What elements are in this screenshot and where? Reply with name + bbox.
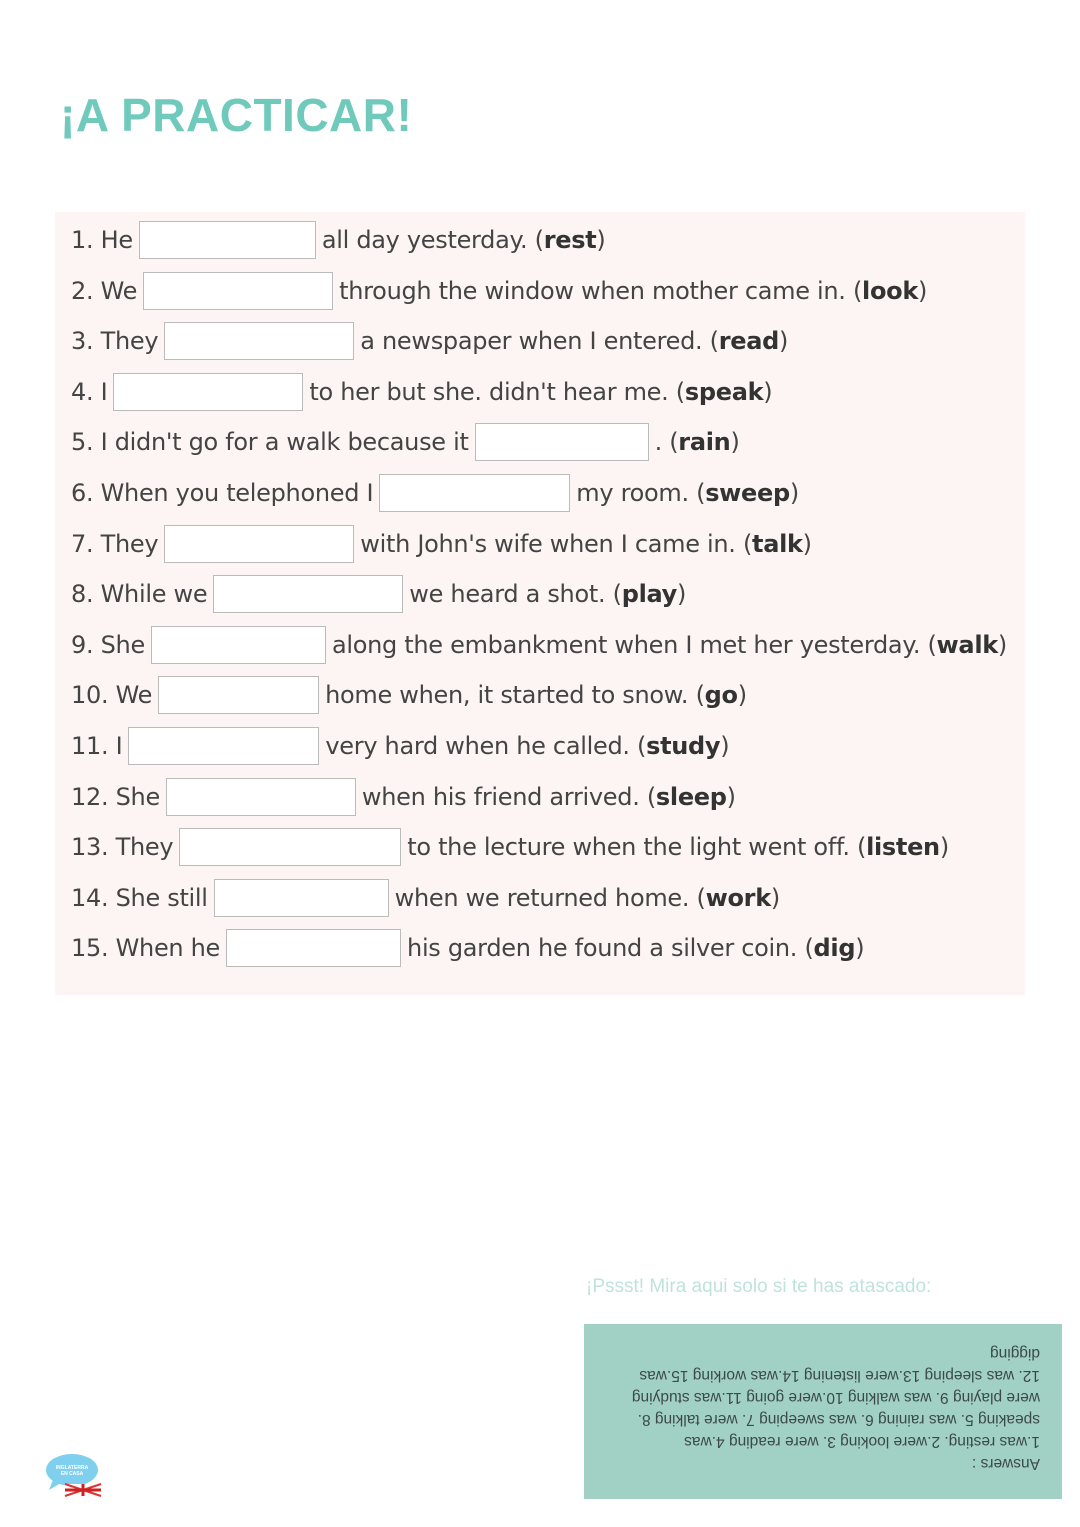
- verb-hint: go: [704, 681, 738, 710]
- answer-input[interactable]: [226, 929, 401, 967]
- exercise-row: [71, 724, 729, 768]
- verb-hint: look: [862, 276, 918, 305]
- exercise-row: [71, 926, 864, 970]
- sentence-end: to her but she. didn't hear me. (: [309, 377, 685, 406]
- answers-label: Answers :: [971, 1455, 1040, 1472]
- answer-input[interactable]: [164, 525, 354, 563]
- answer-input[interactable]: [179, 828, 401, 866]
- answer-input[interactable]: [379, 474, 570, 512]
- sentence-start: 9. She: [71, 630, 145, 659]
- closing-paren: ): [596, 226, 606, 254]
- exercise-row: [71, 775, 736, 819]
- closing-paren: ): [737, 681, 747, 710]
- exercise-row: [71, 876, 780, 920]
- verb-hint: dig: [813, 934, 856, 963]
- exercise-row: [71, 522, 812, 566]
- sentence-end: very hard when he called. (: [325, 732, 647, 760]
- exercise-row: [71, 623, 1007, 667]
- exercise-row: [71, 269, 927, 313]
- verb-hint: study: [646, 732, 721, 760]
- closing-paren: ): [918, 276, 928, 305]
- closing-paren: ): [730, 428, 740, 457]
- exercise-row: [71, 471, 799, 515]
- sentence-end: along the embankment when I met her yesterday. (: [331, 630, 937, 659]
- answer-input[interactable]: [139, 221, 316, 259]
- answer-input[interactable]: [164, 322, 354, 360]
- sentence-start: 7. They: [71, 529, 159, 558]
- verb-hint: listen: [866, 833, 940, 862]
- answer-input[interactable]: [151, 626, 326, 664]
- verb-hint: rest: [543, 226, 597, 254]
- verb-hint: work: [705, 883, 771, 912]
- verb-hint: read: [718, 327, 780, 356]
- verb-hint: play: [621, 580, 677, 609]
- sentence-start: 10. We: [71, 681, 153, 710]
- closing-paren: ): [779, 327, 789, 356]
- closing-paren: ): [997, 630, 1007, 659]
- exercise-row: [71, 370, 772, 414]
- sentence-end: a newspaper when I entered. (: [360, 327, 719, 356]
- inglaterra-en-casa-logo: [45, 1450, 103, 1498]
- sentence-start: 4. I: [71, 377, 108, 406]
- exercise-row: [71, 572, 686, 616]
- answers-line: digging: [990, 1345, 1040, 1362]
- closing-paren: ): [802, 529, 812, 558]
- svg-text:EN CASA: EN CASA: [60, 1471, 84, 1477]
- answer-input[interactable]: [143, 272, 333, 310]
- sentence-end: all day yesterday. (: [321, 226, 544, 254]
- verb-hint: talk: [752, 529, 803, 558]
- answers-line: 12. was sleeping 13.were listening 14.was working 15.was: [639, 1367, 1040, 1384]
- closing-paren: ): [789, 479, 799, 507]
- sentence-start: 15. When he: [71, 934, 221, 963]
- sentence-end: my room. (: [576, 479, 706, 507]
- answer-input[interactable]: [128, 727, 319, 765]
- answers-upside-down: [608, 1342, 1040, 1474]
- sentence-start: 12. She: [71, 782, 160, 811]
- sentence-start: 6. When you telephoned I: [71, 479, 374, 507]
- verb-hint: sweep: [705, 479, 790, 507]
- sentence-end: when his friend arrived. (: [361, 782, 656, 811]
- sentence-end: home when, it started to snow. (: [325, 681, 705, 710]
- sentence-start: 1. He: [71, 226, 133, 254]
- answers-line: 1.was resting. 2.were looking 3. were reading 4.was: [684, 1433, 1040, 1450]
- answers-line: speaking 5. was raining 6. was sweeping 7. were talking 8.: [637, 1411, 1040, 1428]
- sentence-end: we heard a shot. (: [409, 580, 622, 609]
- closing-paren: ): [770, 883, 780, 912]
- exercise-panel: [55, 212, 1025, 995]
- closing-paren: ): [677, 580, 687, 609]
- sentence-start: 2. We: [71, 276, 138, 305]
- answer-input[interactable]: [214, 879, 389, 917]
- verb-hint: speak: [684, 377, 764, 406]
- exercise-row: [71, 673, 747, 717]
- answer-input[interactable]: [113, 373, 303, 411]
- closing-paren: ): [855, 934, 865, 963]
- sentence-end: with John's wife when I came in. (: [360, 529, 753, 558]
- answer-input[interactable]: [475, 423, 649, 461]
- exercise-row: [71, 319, 788, 363]
- sentence-end: to the lecture when the light went off. (: [407, 833, 867, 862]
- sentence-end: . (: [654, 428, 679, 457]
- answer-input[interactable]: [166, 778, 356, 816]
- sentence-start: 11. I: [71, 732, 123, 760]
- sentence-start: 14. She still: [71, 883, 208, 912]
- exercise-row: [71, 420, 740, 464]
- sentence-end: his garden he found a silver coin. (: [407, 934, 814, 963]
- verb-hint: rain: [678, 428, 731, 457]
- verb-hint: walk: [936, 630, 998, 659]
- sentence-start: 13. They: [71, 833, 174, 862]
- answer-input[interactable]: [158, 676, 319, 714]
- svg-text:INGLATERRA: INGLATERRA: [55, 1465, 89, 1471]
- answers-line: were playing 9. was walking 10.were going 11.was studying: [631, 1389, 1040, 1406]
- hint-text: ¡Pssst! Mira aqui solo si te has atascado:: [586, 1276, 932, 1297]
- sentence-end: when we returned home. (: [394, 883, 706, 912]
- sentence-start: 3. They: [71, 327, 159, 356]
- exercise-row: [71, 218, 605, 262]
- page-title: ¡A PRACTICAR!: [60, 89, 413, 141]
- sentence-start: 8. While we: [71, 580, 208, 609]
- exercise-row: [71, 825, 949, 869]
- sentence-start: 5. I didn't go for a walk because it: [71, 428, 469, 457]
- closing-paren: ): [720, 732, 730, 760]
- closing-paren: ): [763, 377, 773, 406]
- closing-paren: ): [939, 833, 949, 862]
- answers-box: [584, 1324, 1062, 1499]
- closing-paren: ): [726, 782, 736, 811]
- answer-input[interactable]: [213, 575, 403, 613]
- verb-hint: sleep: [655, 782, 727, 811]
- sentence-end: through the window when mother came in. (: [339, 276, 863, 305]
